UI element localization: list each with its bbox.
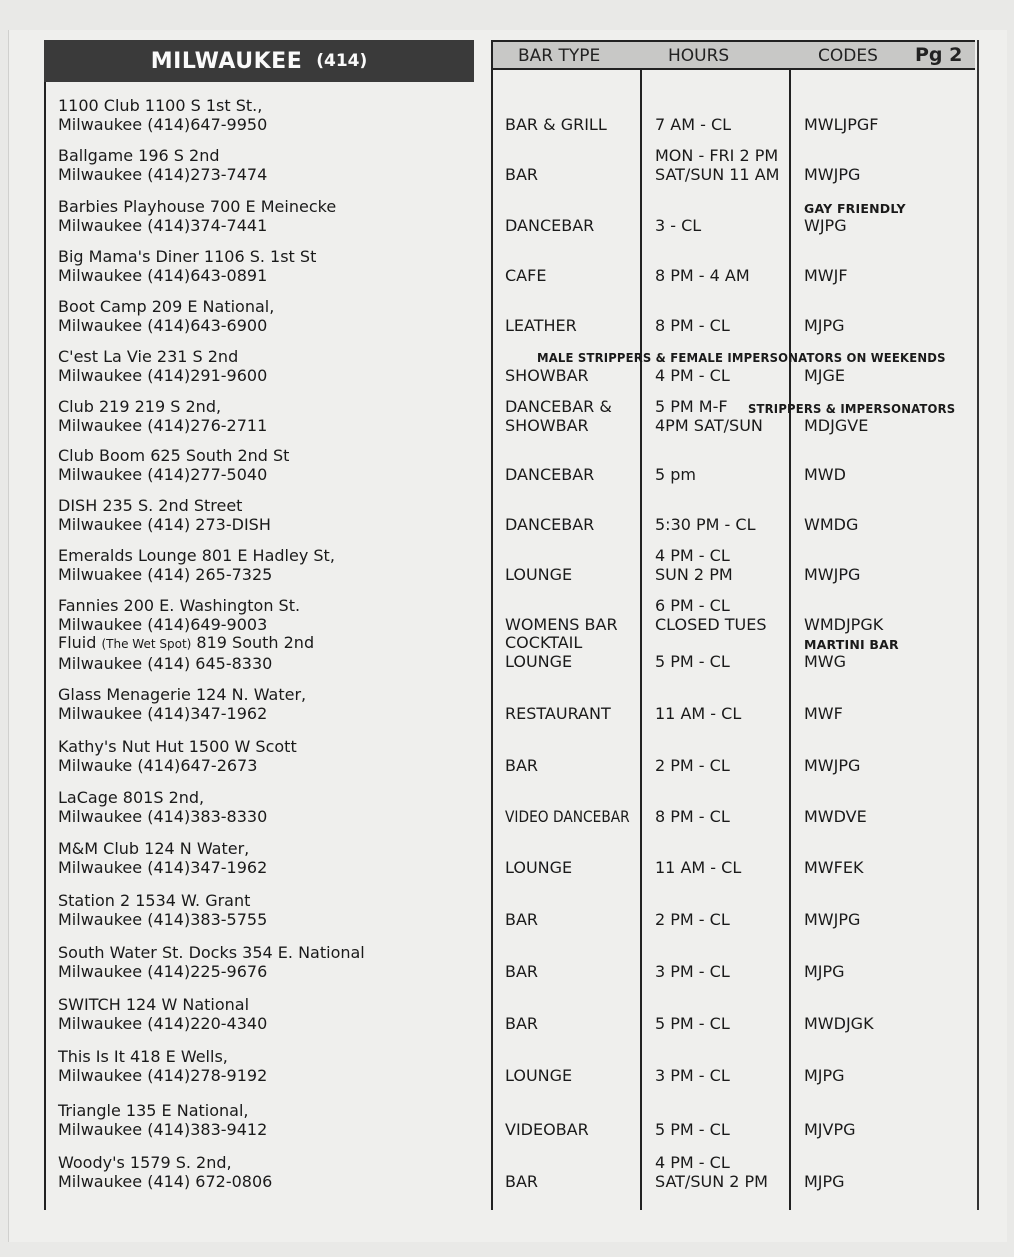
codes-line: MWJPG <box>804 565 861 584</box>
hours-line: 6 PM - CL <box>655 596 730 615</box>
codes-line: MWF <box>804 704 843 723</box>
listing-name-text: This Is It 418 E Wells, <box>58 1047 228 1066</box>
hours <box>655 807 730 826</box>
hours-line: 3 - CL <box>655 216 702 235</box>
column-header-hours: HOURS <box>668 46 730 66</box>
codes <box>804 366 845 385</box>
hours <box>655 1120 730 1139</box>
hours-line: 4 PM - CL <box>655 366 730 385</box>
listing-address <box>58 96 267 134</box>
listing-name <box>58 496 271 515</box>
listing-address <box>58 1101 267 1139</box>
listing-name <box>58 146 267 165</box>
page-number: Pg 2 <box>915 44 963 66</box>
hours-line: SAT/SUN 11 AM <box>655 165 780 184</box>
listing-name <box>58 1047 267 1066</box>
hours <box>655 397 763 435</box>
codes <box>804 1066 845 1085</box>
listing-address <box>58 788 267 826</box>
bar-type <box>505 515 594 534</box>
listing-city-phone: Milwaukee (414)276-2711 <box>58 416 268 435</box>
listing-name-text: M&M Club 124 N Water, <box>58 839 250 858</box>
bar-type <box>505 858 572 877</box>
bar-type <box>505 316 577 335</box>
bar-type-line: BAR <box>505 962 539 981</box>
hours-line: 8 PM - CL <box>655 807 730 826</box>
hours-line: 5 PM - CL <box>655 652 730 671</box>
bar-type <box>505 165 538 184</box>
bar-type <box>505 216 594 235</box>
bar-type-line: CAFE <box>505 266 547 285</box>
listing-name <box>58 788 267 807</box>
listing-address <box>58 596 300 634</box>
column-divider <box>640 40 642 1210</box>
codes <box>804 416 868 435</box>
listing-name <box>58 197 336 216</box>
bar-type <box>505 465 594 484</box>
listing-city-phone: Milwaukee (414)643-6900 <box>58 316 268 335</box>
codes <box>804 465 846 484</box>
bar-type-line: LEATHER <box>505 316 577 335</box>
hours <box>655 465 696 484</box>
hours <box>655 756 730 775</box>
area-code: (414) <box>316 51 368 71</box>
codes <box>804 704 843 723</box>
listing-address <box>58 146 267 184</box>
codes <box>804 565 860 584</box>
listing-name <box>58 596 300 615</box>
bar-type-line: DANCEBAR & <box>505 397 612 416</box>
codes-line: MWDJGK <box>804 1014 874 1033</box>
listing-name-text: C'est La Vie 231 S 2nd <box>58 347 239 366</box>
codes-line: MJPG <box>804 962 845 981</box>
listing-city-phone: Milwaukee (414)374-7441 <box>58 216 268 235</box>
listing-name-text: Fannies 200 E. Washington St. <box>58 596 301 615</box>
listing-address <box>58 496 271 534</box>
listing-address <box>58 446 289 484</box>
bar-type <box>505 1066 572 1085</box>
hours <box>655 546 733 584</box>
bar-type-line: BAR <box>505 1172 539 1191</box>
codes <box>804 807 867 826</box>
listing-name-text: Station 2 1534 W. Grant <box>58 891 251 910</box>
listing-city-phone: Milwaukee (414)383-5755 <box>58 910 268 929</box>
hours <box>655 1014 730 1033</box>
listing-city-phone: Milwaukee (414)225-9676 <box>58 962 268 981</box>
hours-line: 3 PM - CL <box>655 1066 730 1085</box>
listing-city-phone: Milwuakee (414) 265-7325 <box>58 565 273 584</box>
listing-name <box>58 995 267 1014</box>
bar-type-line: DANCEBAR <box>505 515 595 534</box>
codes-line: MWFEK <box>804 858 864 877</box>
listing-city-phone: Milwaukee (414)278-9192 <box>58 1066 268 1085</box>
hours-line: 11 AM - CL <box>655 704 742 723</box>
bar-type-line: VIDEOBAR <box>505 1120 589 1139</box>
listing-name <box>58 397 267 416</box>
hours-line: 5 PM - CL <box>655 1014 730 1033</box>
listing-address <box>58 247 316 285</box>
listing-address <box>58 197 336 235</box>
listing-address <box>58 685 306 723</box>
hours-line: SAT/SUN 2 PM <box>655 1172 768 1191</box>
listing-name-text: Boot Camp 209 E National, <box>58 297 275 316</box>
listing-city-phone: Milwaukee (414)649-9003 <box>58 615 268 634</box>
bar-type <box>505 115 607 134</box>
codes-line: MWJPG <box>804 756 861 775</box>
codes <box>804 115 879 134</box>
listing-city-phone: Milwaukee (414)220-4340 <box>58 1014 268 1033</box>
bar-type-line: SHOWBAR <box>505 366 589 385</box>
column-header-bar-type: BAR TYPE <box>518 46 601 66</box>
column-divider <box>789 40 791 1210</box>
bar-type <box>505 910 538 929</box>
listing-city-phone: Milwaukee (414)347-1962 <box>58 858 268 877</box>
bar-type <box>505 807 650 826</box>
listing-name-text: Barbies Playhouse 700 E Meinecke <box>58 197 337 216</box>
bar-type <box>505 1172 538 1191</box>
bar-type <box>505 1014 538 1033</box>
hours <box>655 146 779 184</box>
hours-line: 4 PM - CL <box>655 1153 730 1172</box>
listing-name <box>58 943 365 962</box>
listing-name-text: Kathy's Nut Hut 1500 W Scott <box>58 737 297 756</box>
listing-address <box>58 943 365 981</box>
listing-name-text: DISH 235 S. 2nd Street <box>58 496 243 515</box>
listing-name-text: South Water St. Docks 354 E. National <box>58 943 365 962</box>
codes <box>804 316 845 335</box>
listing-name <box>58 546 335 565</box>
bar-type-line: DANCEBAR <box>505 465 595 484</box>
codes <box>804 858 863 877</box>
hours <box>655 316 730 335</box>
hours <box>655 366 730 385</box>
bar-type-line: BAR <box>505 165 539 184</box>
listing-name <box>58 685 306 704</box>
listing-name <box>58 347 267 366</box>
city-header <box>44 40 474 82</box>
codes-line: MWG <box>804 652 847 671</box>
codes-line: WMDJPGK <box>804 615 884 634</box>
hours <box>655 115 731 134</box>
listing-name <box>58 891 267 910</box>
listing-name-text: Triangle 135 E National, <box>58 1101 249 1120</box>
listing-name-text: Ballgame 196 S 2nd <box>58 146 220 165</box>
bar-type-line: COCKTAIL <box>505 633 583 652</box>
row-note: MALE STRIPPERS & FEMALE IMPERSONATORS ON WEEKENDS <box>537 350 946 365</box>
codes-line: WMDG <box>804 515 859 534</box>
bar-type <box>505 565 572 584</box>
listing-address <box>58 1153 272 1191</box>
hours-line: 11 AM - CL <box>655 858 742 877</box>
listing-name <box>58 446 289 465</box>
listing-address <box>58 737 297 775</box>
listing-address <box>58 1047 267 1085</box>
listing-name-note: (The Wet Spot) <box>101 637 192 651</box>
listing-name <box>58 1101 267 1120</box>
hours-line: 4PM SAT/SUN <box>655 416 763 435</box>
listing-address <box>58 995 267 1033</box>
bar-type <box>505 1120 589 1139</box>
bar-type-line: BAR <box>505 1014 539 1033</box>
bar-type-line: SHOWBAR <box>505 416 589 435</box>
codes-line: MJVPG <box>804 1120 856 1139</box>
listing-name-text: Emeralds Lounge 801 E Hadley St, <box>58 546 335 565</box>
bar-type-line: BAR <box>505 910 539 929</box>
hours <box>655 910 730 929</box>
hours-line: 8 PM - CL <box>655 316 730 335</box>
listing-address <box>58 633 314 673</box>
codes <box>804 615 883 634</box>
codes <box>804 1014 874 1033</box>
hours-line: 5 pm <box>655 465 697 484</box>
listing-address <box>58 891 267 929</box>
listing-name-text: Club 219 219 S 2nd, <box>58 397 222 416</box>
hours-line: 5 PM M-F <box>655 397 728 416</box>
hours <box>655 962 730 981</box>
bar-type <box>505 615 618 634</box>
hours-line: 4 PM - CL <box>655 546 730 565</box>
codes <box>804 962 845 981</box>
listing-city-phone: Milwaukee (414)383-8330 <box>58 807 268 826</box>
codes <box>804 266 848 285</box>
listing-city-phone: Milwaukee (414)383-9412 <box>58 1120 268 1139</box>
codes-line: MWD <box>804 465 846 484</box>
row-note: STRIPPERS & IMPERSONATORS <box>748 401 956 416</box>
bar-type-line: BAR & GRILL <box>505 115 607 134</box>
bar-type-line: LOUNGE <box>505 565 573 584</box>
hours-line: 5 PM - CL <box>655 1120 730 1139</box>
hours <box>655 266 750 285</box>
hours-line: MON - FRI 2 PM <box>655 146 779 165</box>
codes <box>804 1172 845 1191</box>
listing-name <box>58 297 274 316</box>
bar-type-line: LOUNGE <box>505 1066 573 1085</box>
hours <box>655 216 701 235</box>
bar-type-line: LOUNGE <box>505 652 573 671</box>
hours-line: 2 PM - CL <box>655 756 730 775</box>
codes-line: MJGE <box>804 366 846 385</box>
listing-address <box>58 839 267 877</box>
bar-type <box>505 704 611 723</box>
listing-name <box>58 96 267 115</box>
hours-line: 3 PM - CL <box>655 962 730 981</box>
bar-type-line: DANCEBAR <box>505 216 595 235</box>
bar-type <box>505 366 589 385</box>
bar-type <box>505 962 538 981</box>
codes <box>804 910 860 929</box>
listing-city-phone: Milwaukee (414) 645-8330 <box>58 654 273 673</box>
codes-line: MJPG <box>804 1172 845 1191</box>
listing-name-rest: 819 South 2nd <box>191 633 315 652</box>
codes-line: MJPG <box>804 1066 845 1085</box>
codes-line: WJPG <box>804 216 847 235</box>
listing-name-text: SWITCH 124 W National <box>58 995 250 1014</box>
listing-name <box>58 1153 272 1172</box>
bar-type-line: WOMENS BAR <box>505 615 618 634</box>
hours-line: 8 PM - 4 AM <box>655 266 750 285</box>
hours <box>655 1066 730 1085</box>
bar-type <box>505 397 612 435</box>
listing-city-phone: Milwaukee (414)273-7474 <box>58 165 268 184</box>
listing-city-phone: Milwaukee (414)647-9950 <box>58 115 268 134</box>
hours <box>655 515 756 534</box>
codes-note: GAY FRIENDLY <box>804 201 906 216</box>
listing-name <box>58 633 314 654</box>
hours <box>655 596 767 634</box>
codes-line: MWLJPGF <box>804 115 879 134</box>
bar-type-line: BAR <box>505 756 539 775</box>
column-header-codes: CODES <box>818 46 878 66</box>
listing-city-phone: Milwaukee (414)643-0891 <box>58 266 268 285</box>
codes-line: MDJGVE <box>804 416 869 435</box>
listing-city-phone: Milwaukee (414) 672-0806 <box>58 1172 273 1191</box>
hours <box>655 704 741 723</box>
listing-name <box>58 247 316 266</box>
listing-name <box>58 737 297 756</box>
codes <box>804 1120 856 1139</box>
bar-type <box>505 633 582 671</box>
listing-address <box>58 347 267 385</box>
hours <box>655 858 741 877</box>
codes-line: MWDVE <box>804 807 867 826</box>
table-header <box>493 40 975 70</box>
bar-type-line: VIDEO DANCEBAR <box>505 807 630 826</box>
hours-line: SUN 2 PM <box>655 565 733 584</box>
hours-line: 2 PM - CL <box>655 910 730 929</box>
hours-line: 7 AM - CL <box>655 115 732 134</box>
codes <box>804 165 860 184</box>
listing-city-phone: Milwaukee (414) 273-DISH <box>58 515 271 534</box>
hours <box>655 652 730 671</box>
listing-city-phone: Milwaukee (414)291-9600 <box>58 366 268 385</box>
codes <box>804 515 858 534</box>
listing-city-phone: Milwauke (414)647-2673 <box>58 756 258 775</box>
bar-type <box>505 756 538 775</box>
listing-name-text: Fluid <box>58 633 97 652</box>
codes-line: MWJPG <box>804 910 861 929</box>
codes-line: MWJF <box>804 266 848 285</box>
codes <box>804 756 860 775</box>
hours <box>655 1153 768 1191</box>
hours-line: CLOSED TUES <box>655 615 767 634</box>
bar-type <box>505 266 546 285</box>
listing-name-text: Woody's 1579 S. 2nd, <box>58 1153 232 1172</box>
codes-note: MARTINI BAR <box>804 637 899 652</box>
listing-name <box>58 839 267 858</box>
codes <box>804 652 846 671</box>
listing-name-text: Club Boom 625 South 2nd St <box>58 446 290 465</box>
codes-line: MJPG <box>804 316 845 335</box>
listing-name-text: Big Mama's Diner 1106 S. 1st St <box>58 247 317 266</box>
codes-line: MWJPG <box>804 165 861 184</box>
city-title: MILWAUKEE <box>150 48 303 74</box>
listing-address <box>58 397 267 435</box>
listing-name-text: Glass Menagerie 124 N. Water, <box>58 685 307 704</box>
listing-name-text: LaCage 801S 2nd, <box>58 788 205 807</box>
hours-line: 5:30 PM - CL <box>655 515 756 534</box>
bar-type-line: LOUNGE <box>505 858 573 877</box>
listing-city-phone: Milwaukee (414)277-5040 <box>58 465 268 484</box>
bar-type-line: RESTAURANT <box>505 704 611 723</box>
listing-name-text: 1100 Club 1100 S 1st St., <box>58 96 263 115</box>
listing-address <box>58 297 274 335</box>
codes <box>804 216 847 235</box>
listing-address <box>58 546 335 584</box>
listing-city-phone: Milwaukee (414)347-1962 <box>58 704 268 723</box>
